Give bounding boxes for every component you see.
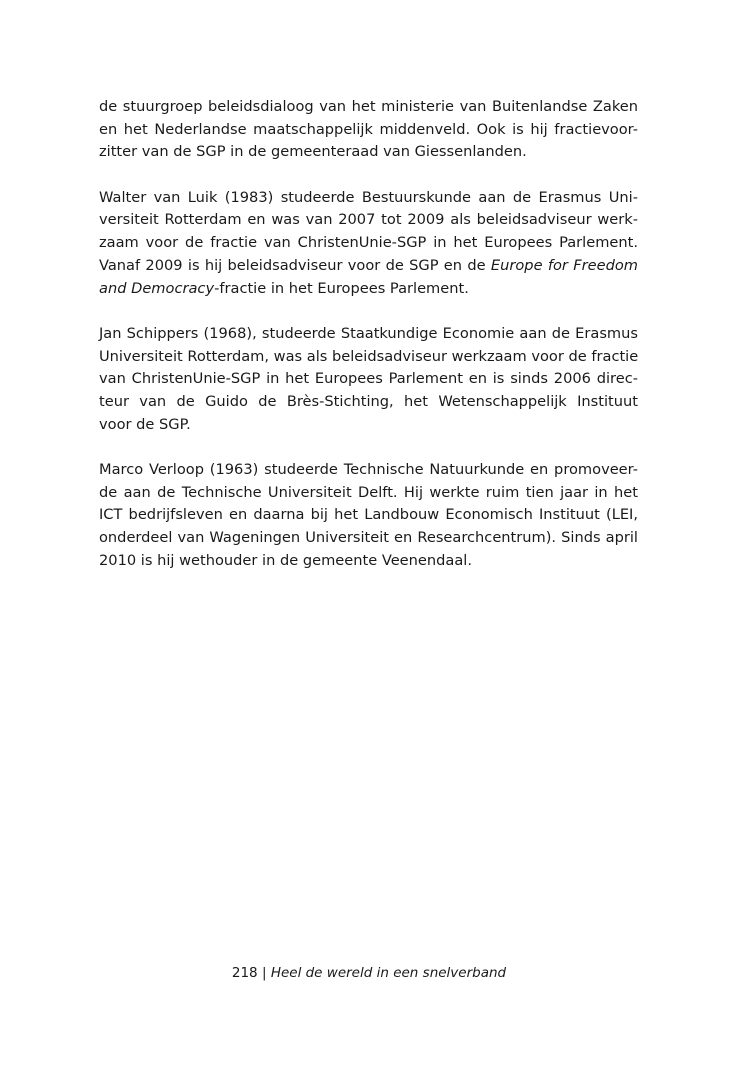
text-line [99, 278, 638, 301]
text-line: ICT bedrijfsleven en daarna bij het Landbouw Economisch Instituut (LEI, [99, 506, 638, 524]
text-line: Walter van Luik (1983) studeerde Bestuurskunde aan de Erasmus Uni- [99, 188, 638, 206]
book-title: Heel de wereld in een snelverband [270, 965, 507, 981]
text-line: Marco Verloop (1963) studeerde Technische Natuurkunde en promoveer- [99, 461, 638, 478]
page-number: 218 [231, 965, 258, 981]
text-line: van ChristenUnie-SGP in het Europees Parlement en is sinds 2006 direc- [99, 370, 638, 388]
footer-separator: | [261, 965, 267, 981]
paragraph [99, 323, 638, 436]
text-line: de stuurgroep beleidsdialoog van het ministerie van Buitenlandse Zaken [99, 98, 638, 115]
paragraph [99, 187, 638, 300]
text-line: de aan de Technische Universiteit Delft. Hij werkte ruim tien jaar in het [99, 483, 638, 501]
text-line: 2010 is hij wethouder in de gemeente Veenendaal. [99, 551, 472, 569]
text-line: zitter van de SGP in de gemeenteraad van Giessenlanden. [99, 143, 527, 161]
text-line: voor de SGP. [99, 415, 191, 433]
text-line: Universiteit Rotterdam, was als beleidsadviseur werkzaam voor de fractie [99, 347, 639, 365]
text-line: versiteit Rotterdam en was van 2007 tot 2009 als beleidsadviseur werk- [99, 211, 638, 229]
text-line: zaam voor de fractie van ChristenUnie-SGP in het Europees Parlement. [99, 234, 638, 252]
text-line: onderdeel van Wageningen Universiteit en Researchcentrum). Sinds april [99, 529, 638, 547]
text-line: Jan Schippers (1968), studeerde Staatkundige Economie aan de Erasmus [99, 324, 638, 342]
italic-title: and Democracy [99, 279, 215, 297]
page-footer [0, 965, 738, 981]
paragraph [99, 459, 638, 572]
body-text [99, 96, 638, 595]
text-line: teur van de Guido de Brès-Stichting, het Wetenschappelijk Instituut [99, 392, 638, 410]
text-line [99, 255, 638, 278]
text-line: en het Nederlandse maatschappelijk middenveld. Ook is hij fractievoor- [99, 120, 638, 138]
paragraph [99, 96, 638, 164]
text-segment: Vanaf 2009 is hij beleidsadviseur voor de SGP en de [99, 256, 491, 274]
text-segment: -fractie in het Europees Parlement. [214, 279, 469, 297]
italic-title: Europe for Freedom [490, 256, 638, 274]
